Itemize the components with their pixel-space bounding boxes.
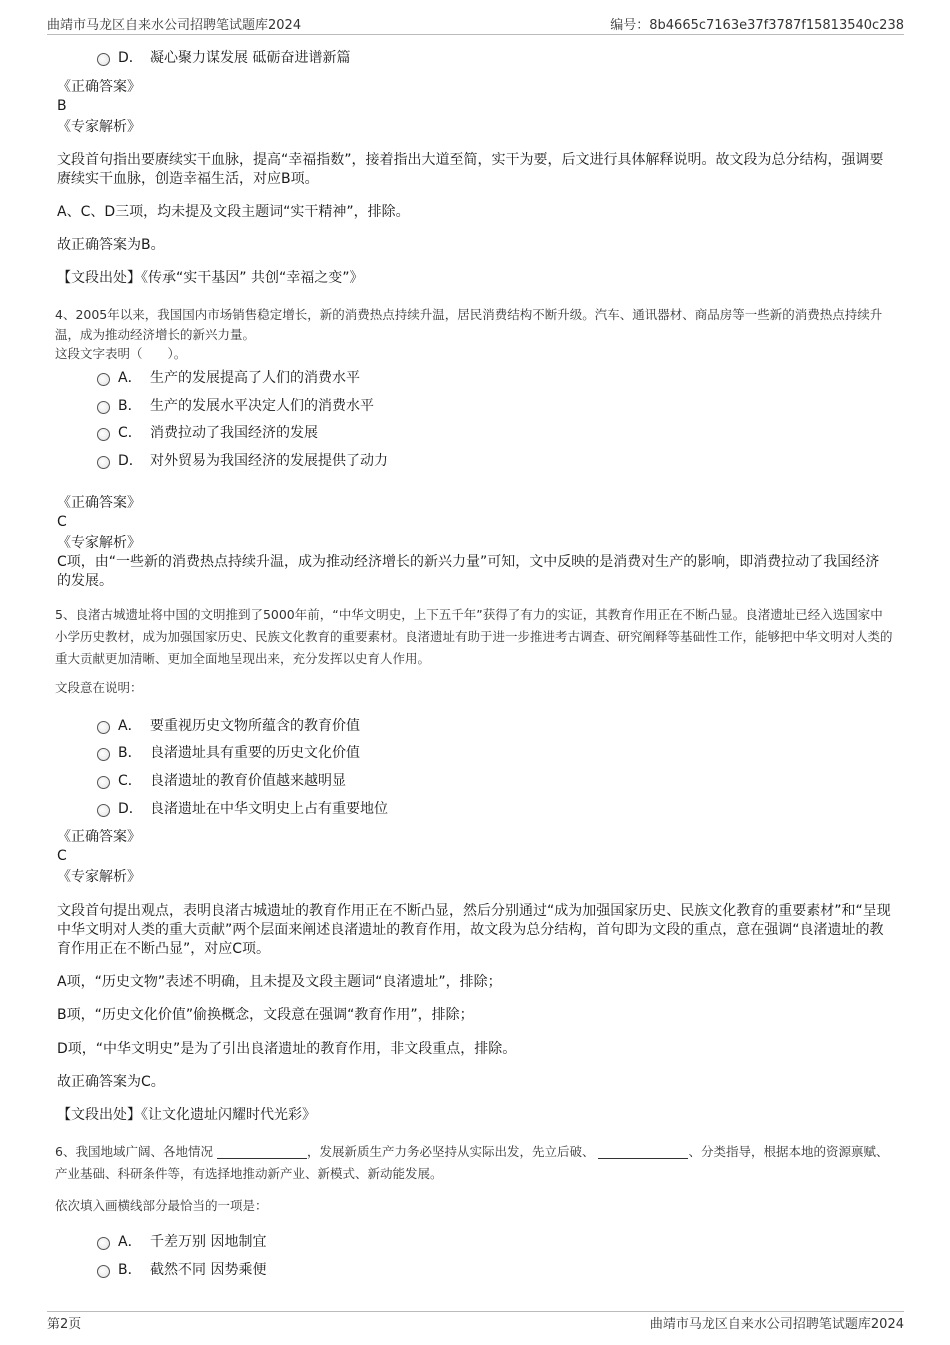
option-letter: A． (118, 718, 142, 734)
q5-option-d[interactable] (97, 798, 388, 818)
q3-analysis-3: 故正确答案为B。 (57, 237, 165, 253)
q4-analysis-label: 《专家解析》 (57, 535, 141, 551)
q4-option-c[interactable] (97, 422, 318, 442)
option-letter: C． (118, 773, 142, 789)
radio-icon[interactable] (97, 456, 110, 469)
footer-title: 曲靖市马龙区自来水公司招聘笔试题库2024 (649, 1317, 904, 1332)
fill-blank-2[interactable] (598, 1145, 688, 1159)
q4-answer: C (57, 514, 67, 530)
q5-analysis-2: A项，“历史文物”表述不明确，且未提及文段主题词“良渚遗址”，排除； (57, 974, 502, 990)
q3-source: 【文段出处】《传承“实干基因” 共创“幸福之变”》 (57, 270, 364, 286)
radio-icon[interactable] (97, 721, 110, 734)
q5-answer-label: 《正确答案》 (57, 829, 141, 845)
q5-analysis-label: 《专家解析》 (57, 869, 141, 885)
q5-option-b[interactable] (97, 742, 360, 762)
q4-analysis: C项，由“一些新的消费热点持续升温，成为推动经济增长的新兴力量”可知，文中反映的是消费对生产的影响，即消费拉动了我国经济的发展。 (57, 554, 880, 589)
option-text: 生产的发展提高了人们的消费水平 (150, 370, 360, 386)
q4-option-b[interactable] (97, 395, 374, 415)
q5-prompt: 文段意在说明： (55, 680, 143, 695)
q5-source: 【文段出处】《让文化遗址闪耀时代光彩》 (57, 1107, 316, 1123)
q4-prompt: 这段文字表明（ ）。 (55, 346, 187, 361)
document-code: 编号：8b4665c7163e37f3787f15813540c238 (610, 18, 904, 33)
q3-answer: B (57, 98, 67, 114)
q6-option-b[interactable] (97, 1259, 266, 1279)
radio-icon[interactable] (97, 373, 110, 386)
option-text: 良渚遗址的教育价值越来越明显 (150, 773, 346, 789)
radio-icon[interactable] (97, 428, 110, 441)
q3-answer-label: 《正确答案》 (57, 79, 141, 95)
q3-analysis-2: A、C、D三项，均未提及文段主题词“实干精神”，排除。 (57, 204, 410, 220)
option-letter: B． (118, 745, 142, 761)
page-number: 第2页 (47, 1317, 82, 1332)
q5-option-c[interactable] (97, 770, 346, 790)
radio-icon[interactable] (97, 1237, 110, 1250)
q5-analysis-3: B项，“历史文化价值”偷换概念，文段意在强调“教育作用”，排除； (57, 1007, 474, 1023)
option-text: 千差万别 因地制宜 (150, 1234, 267, 1250)
q3-option-d[interactable] (97, 47, 350, 67)
q3-analysis-label: 《专家解析》 (57, 119, 141, 135)
q6-stem-part1: 6、我国地域广阔、各地情况 (55, 1144, 213, 1159)
option-letter: B． (118, 398, 142, 414)
option-letter: D． (118, 801, 143, 817)
q5-analysis-5: 故正确答案为C。 (57, 1074, 165, 1090)
option-text: 生产的发展水平决定人们的消费水平 (150, 398, 374, 414)
option-text: 对外贸易为我国经济的发展提供了动力 (150, 453, 388, 469)
fill-blank-1[interactable] (217, 1145, 307, 1159)
option-letter: D． (118, 453, 143, 469)
q6-stem-part2: ，发展新质生产力务必坚持从实际出发，先立后破、 (306, 1144, 595, 1159)
option-letter: B． (118, 1262, 142, 1278)
footer-divider (47, 1311, 904, 1312)
option-text: 截然不同 因势乘便 (150, 1262, 267, 1278)
radio-icon[interactable] (97, 401, 110, 414)
q5-option-a[interactable] (97, 715, 360, 735)
header-title: 曲靖市马龙区自来水公司招聘笔试题库2024 (47, 18, 302, 33)
radio-icon[interactable] (97, 53, 110, 66)
q5-analysis-4: D项，“中华文明史”是为了引出良渚遗址的教育作用，非文段重点，排除。 (57, 1041, 517, 1057)
option-text: 要重视历史文物所蕴含的教育价值 (150, 718, 360, 734)
q6-stem (55, 1141, 895, 1185)
option-text: 良渚遗址具有重要的历史文化价值 (150, 745, 360, 761)
q3-analysis-1: 文段首句指出要赓续实干血脉，提高“幸福指数”，接着指出大道至简，实干为要，后文进行具体解释说明。故文段为总分结构，强调要赓续实干血脉，创造幸福生活，对应B项。 (57, 152, 884, 187)
option-text: 凝心聚力谋发展 砥砺奋进谱新篇 (150, 50, 351, 66)
header-divider (47, 34, 904, 35)
q4-option-a[interactable] (97, 367, 360, 387)
radio-icon[interactable] (97, 776, 110, 789)
option-letter: D． (118, 50, 143, 66)
option-letter: A． (118, 1234, 142, 1250)
option-text: 消费拉动了我国经济的发展 (150, 425, 318, 441)
option-letter: A． (118, 370, 142, 386)
q4-option-d[interactable] (97, 450, 388, 470)
q6-option-a[interactable] (97, 1231, 266, 1251)
radio-icon[interactable] (97, 804, 110, 817)
q5-stem: 5、良渚古城遗址将中国的文明推到了5000年前，“中华文明史，上下五千年”获得了有力的实证，其教育作用正在不断凸显。良渚遗址已经入选国家中小学历史教材，成为加强国家历史、民族文化教育的重要素材。良渚遗址有助于进一步推进考古调查、研究阐释等基础性工作，能够把中华文明对人类的重大贡献更加清晰、更加全面地呈现出来，充分发挥以史育人作用。 (55, 607, 893, 666)
q4-stem: 4、2005年以来，我国国内市场销售稳定增长，新的消费热点持续升温，居民消费结构不断升级。汽车、通讯器材、商品房等一些新的消费热点持续升温，成为推动经济增长的新兴力量。 (55, 307, 883, 342)
q5-analysis-1: 文段首句提出观点，表明良渚古城遗址的教育作用正在不断凸显，然后分别通过“成为加强国家历史、民族文化教育的重要素材”和“呈现中华文明对人类的重大贡献”两个层面来阐述良渚遗址的教育作用，故文段为总分结构，首句即为文段的重点，意在强调“良渚遗址的教育作用正在不断凸显”，对应C项。 (57, 903, 891, 957)
option-letter: C． (118, 425, 142, 441)
q6-stem-part3: 、分类指导，根据本地的资源禀赋、产业基础、科研条件等，有选择地推动新产业、新模式、新动能发展。 (55, 1144, 889, 1181)
q5-answer: C (57, 848, 67, 864)
q4-answer-label: 《正确答案》 (57, 495, 141, 511)
radio-icon[interactable] (97, 748, 110, 761)
option-text: 良渚遗址在中华文明史上占有重要地位 (150, 801, 388, 817)
radio-icon[interactable] (97, 1265, 110, 1278)
q6-prompt: 依次填入画横线部分最恰当的一项是： (55, 1198, 268, 1213)
